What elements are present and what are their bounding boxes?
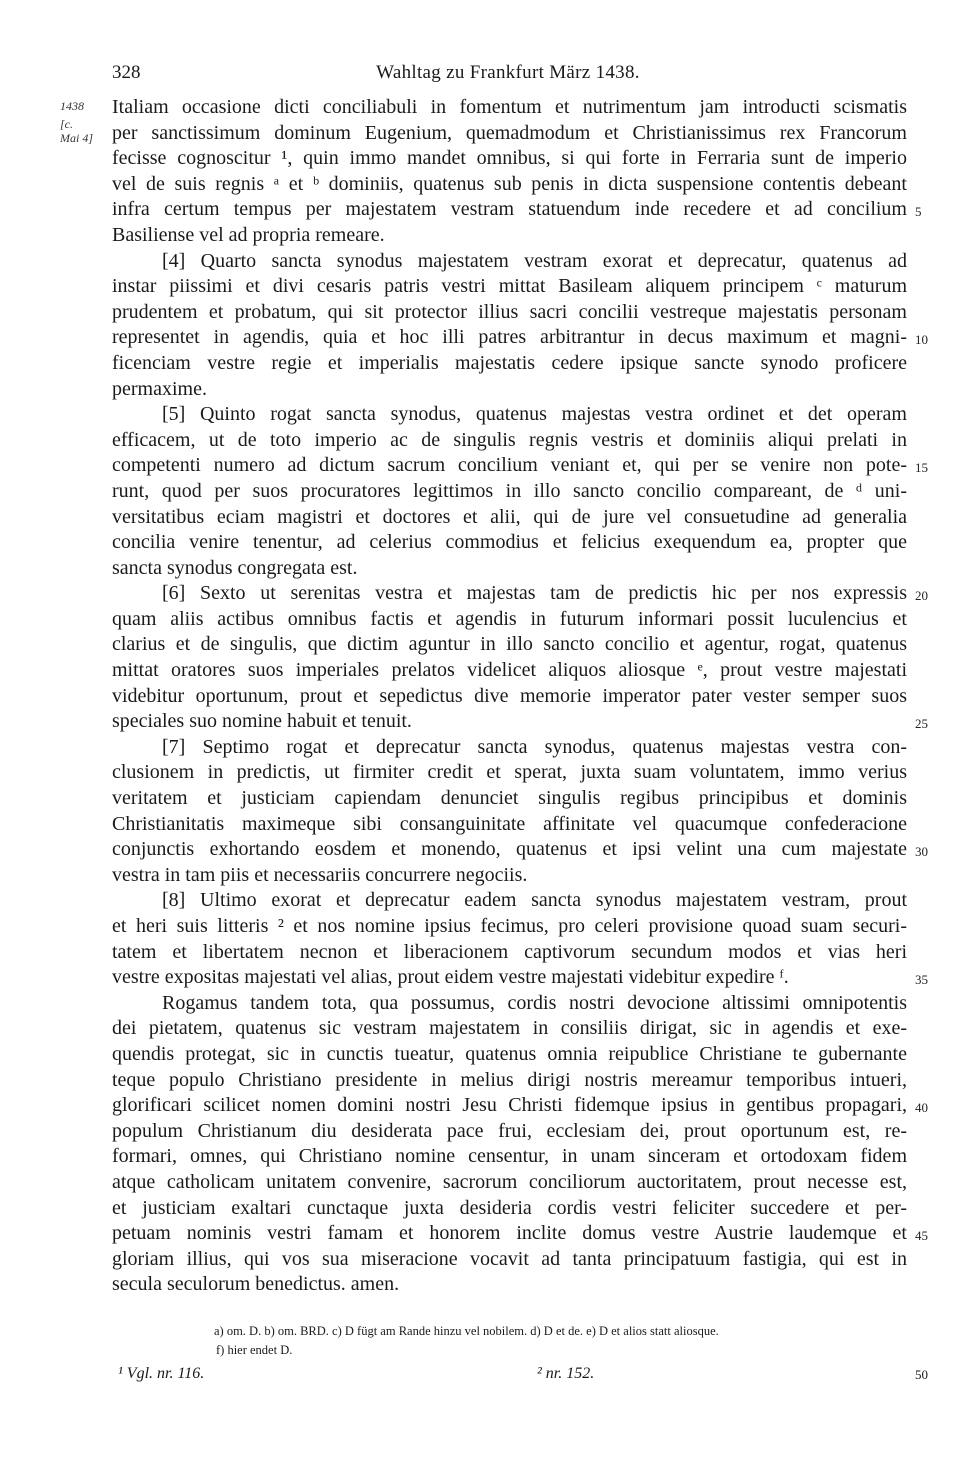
text-line-content: fecisse cognoscitur ¹, quin immo mandet omnibus, si qui forte in Ferraria sunt de imperio — [112, 147, 907, 170]
text-line-content: Italiam occasione dicti conciliabuli in fomentum et nutrimentum jam introducti scismatis — [112, 96, 907, 118]
margin-date-line2: Mai 4] — [60, 131, 93, 145]
text-line — [112, 991, 907, 1017]
text-line-content: per sanctissimum dominum Eugenium, quemadmodum et Christianissimus rex Francorum — [112, 121, 907, 144]
line-number: 20 — [915, 588, 928, 604]
text-line-content: instar piissimi et divi cesaris patris vestri mittat Basileam aliquem principem ᶜ maturum — [112, 275, 907, 298]
running-title: Wahltag zu Frankfurt März 1438. — [376, 62, 640, 83]
line-number: 15 — [915, 460, 928, 476]
text-line — [112, 453, 928, 479]
text-line — [112, 428, 907, 454]
text-line-content: runt, quod per suos procuratores legittimos in illo sancto concilio compareant, de ᵈ uni- — [112, 479, 907, 502]
text-line — [112, 1272, 907, 1298]
text-line — [112, 1221, 928, 1247]
text-line — [112, 940, 907, 966]
text-line-content: glorificari scilicet nomen domini nostri Jesu Christi fidemque ipsius in gentibus propagari, — [112, 1094, 907, 1117]
text-line — [112, 581, 928, 607]
page-header — [112, 62, 904, 86]
text-line-content: petuam nominis vestri famam et honorem inclite domus vestre Austrie laudemque et — [112, 1222, 907, 1245]
text-line-content: quam aliis actibus omnibus factis et agendis in futurum informari possit luculencius et — [112, 607, 907, 630]
text-line — [112, 1247, 907, 1273]
text-line — [112, 812, 907, 838]
text-line-content: formari, omnes, qui Christiano nomine censentur, in unam sinceram et ortodoxam fidem — [112, 1145, 907, 1168]
text-line-content: [8] Ultimo exorat et deprecatur eadem sancta synodus majestatem vestram, prout — [162, 889, 907, 912]
text-line-content: mittat oratores suos imperiales prelatos videlicet aliquos aliosque ᵉ, prout vestre majestati — [112, 659, 907, 682]
text-line — [112, 684, 907, 710]
text-line-content: speciales suo nomine habuit et tenuit. — [112, 710, 412, 733]
text-line-content: infra certum tempus per majestatem vestram statuendum inde recedere et ad concilium — [112, 198, 907, 221]
text-line-content: [6] Sexto ut serenitas vestra et majestas tam de predictis hic per nos expressis — [162, 582, 907, 605]
variant-notes — [214, 1322, 906, 1360]
text-line-content: vel de suis regnis ᵃ et ᵇ dominiis, quatenus sub penis in dicta suspensione contentis debeant — [112, 172, 907, 195]
variant-notes-row: a) om. D. b) om. BRD. c) D fügt am Rande hinzu vel nobilem. d) D et de. e) D et alios statt aliosque. — [214, 1324, 719, 1338]
line-number: 25 — [915, 716, 928, 732]
line-number: 5 — [915, 204, 922, 220]
text-line-content: versitatibus eciam magistri et doctores et alii, qui de jure vel consuetudine ad generalia — [112, 505, 907, 528]
text-line-content: Rogamus tandem tota, qua possumus, cordis nostri devocione altissimi omnipotentis — [162, 991, 907, 1014]
text-line — [112, 863, 907, 889]
text-line — [112, 965, 928, 991]
main-text — [112, 95, 928, 1298]
text-line — [112, 300, 907, 326]
text-line-content: vestre expositas majestati vel alias, prout eidem vestre majestati videbitur expedire ᶠ. — [112, 966, 789, 989]
margin-date-line1: [c. — [60, 117, 73, 131]
text-line — [112, 249, 907, 275]
text-line — [112, 888, 907, 914]
text-line-content: tatem et libertatem necnon et liberacionem captivorum secundum modos et vias heri — [112, 940, 907, 963]
text-line — [112, 530, 907, 556]
variant-notes-row: f) hier endet D. — [216, 1343, 293, 1357]
text-line-content: videbitur oportunum, prout et sepedictus dive memorie imperator pater vester semper suos — [112, 684, 907, 707]
text-line-content: conjunctis exhortando eosdem et monendo, quatenus et ipsi velint una cum majestate — [112, 838, 907, 861]
footnote-1: ¹ Vgl. nr. 116. — [118, 1365, 205, 1382]
text-line-content: Basiliense vel ad propria remeare. — [112, 223, 385, 246]
text-line — [112, 1196, 907, 1222]
line-number: 30 — [915, 844, 928, 860]
text-line — [112, 1119, 907, 1145]
text-line-content: prudentem et probatum, qui sit protector illius sacri concilii vestreque majestatis personam — [112, 300, 907, 323]
text-line-content: ficenciam vestre regie et imperialis majestatis cedere ipsique sancte synodo proficere — [112, 351, 907, 374]
text-line-content: Christianitatis maximeque sibi consanguinitate affinitate vel quacumque confederacione — [112, 812, 907, 835]
text-line — [112, 1042, 907, 1068]
text-line — [112, 351, 907, 377]
text-line — [112, 914, 907, 940]
text-line — [112, 95, 907, 121]
text-line-content: competenti numero ad dictum sacrum concilium veniant et, qui per se venire non pote- — [112, 454, 907, 477]
text-line-content: et heri suis litteris ² et nos nomine ipsius fecimus, pro celeri provisione quoad suam securi- — [112, 915, 907, 937]
text-line-content: [5] Quinto rogat sancta synodus, quatenus majestas vestra ordinet et det operam — [162, 403, 907, 426]
text-line-content: gloriam illius, qui vos sua miseracione vocavit ad tanta principatuum fastigia, qui est in — [112, 1247, 907, 1270]
text-line-content: [7] Septimo rogat et deprecatur sancta synodus, quatenus majestas vestra con- — [162, 735, 907, 758]
text-line — [112, 735, 907, 761]
text-line — [112, 607, 907, 633]
text-line-content: veritatem et justiciam capiendam denunciet singulis regibus principibus et dominis — [112, 787, 907, 810]
text-line — [112, 172, 907, 198]
line-number: 40 — [915, 1100, 928, 1116]
text-line-content: atque catholicam unitatem convenire, sacrorum conciliorum auctoritatem, prout necesse est, — [112, 1170, 907, 1193]
text-line — [112, 223, 907, 249]
text-line — [112, 274, 907, 300]
text-line-content: teque populo Christiano presidente in melius dirigi nostris mereamur temporibus intueri, — [112, 1068, 907, 1091]
text-line — [112, 786, 907, 812]
line-number: 50 — [915, 1367, 928, 1382]
text-line-content: [4] Quarto sancta synodus majestatem vestram exorat et deprecatur, quatenus ad — [162, 249, 907, 272]
line-number: 45 — [915, 1228, 928, 1244]
text-line — [112, 479, 907, 505]
text-line — [112, 121, 907, 147]
text-line — [112, 402, 907, 428]
text-line-content: secula seculorum benedictus. amen. — [112, 1273, 400, 1296]
text-line-content: concilia venire tenentur, ad celerius commodius et felicius exequendum ea, propter que — [112, 531, 907, 554]
text-line — [112, 632, 907, 658]
text-line — [112, 325, 928, 351]
text-line — [112, 146, 907, 172]
text-line-content: permaxime. — [112, 377, 207, 400]
text-line — [112, 837, 928, 863]
text-line — [112, 1144, 907, 1170]
text-line — [112, 197, 922, 223]
text-line-content: clusionem in predictis, ut firmiter credit et sperat, juxta suam voluntatem, immo verius — [112, 761, 907, 784]
footnote-2: ² nr. 152. — [537, 1365, 595, 1382]
line-number: 10 — [915, 332, 928, 348]
text-line-content: representet in agendis, quia et hoc illi patres arbitrantur in decus maximum et magni- — [112, 326, 907, 349]
text-line-content: quendis protegat, sic in cunctis tueatur, quatenus omnia reipublice Christiane te gubernante — [112, 1042, 907, 1065]
text-line-content: dei pietatem, quatenus sic vestram majestatem in consiliis dirigat, sic in agendis et exe- — [112, 1017, 907, 1040]
text-line-content: populum Christianum diu desiderata pace frui, ecclesiam dei, prout oportunum est, re- — [112, 1119, 907, 1142]
text-line — [112, 760, 907, 786]
line-number: 35 — [915, 972, 928, 988]
text-line-content: sancta synodus congregata est. — [112, 556, 358, 579]
text-line — [112, 658, 907, 684]
footnotes — [112, 1365, 928, 1387]
text-line — [112, 1068, 907, 1094]
text-line-content: clarius et de singulis, que dictim aguntur in illo sancto concilio et agentur, rogat, quatenus — [112, 633, 907, 656]
text-line — [112, 1093, 928, 1119]
text-line — [112, 556, 907, 582]
text-line — [112, 377, 907, 403]
text-line-content: efficacem, ut de toto imperio ac de singulis regnis vestris et dominiis aliqui prelati in — [112, 428, 907, 451]
text-line-content: vestra in tam piis et necessariis concurrere negociis. — [112, 863, 528, 886]
text-line-content: et justiciam exaltari cunctaque juxta desideria cordis vestri feliciter succedere et per- — [112, 1196, 907, 1219]
text-line — [112, 1016, 907, 1042]
text-line — [112, 1170, 907, 1196]
margin-year: 1438 — [60, 99, 84, 113]
page-number: 328 — [112, 62, 141, 83]
text-line — [112, 505, 907, 531]
text-line — [112, 709, 928, 735]
